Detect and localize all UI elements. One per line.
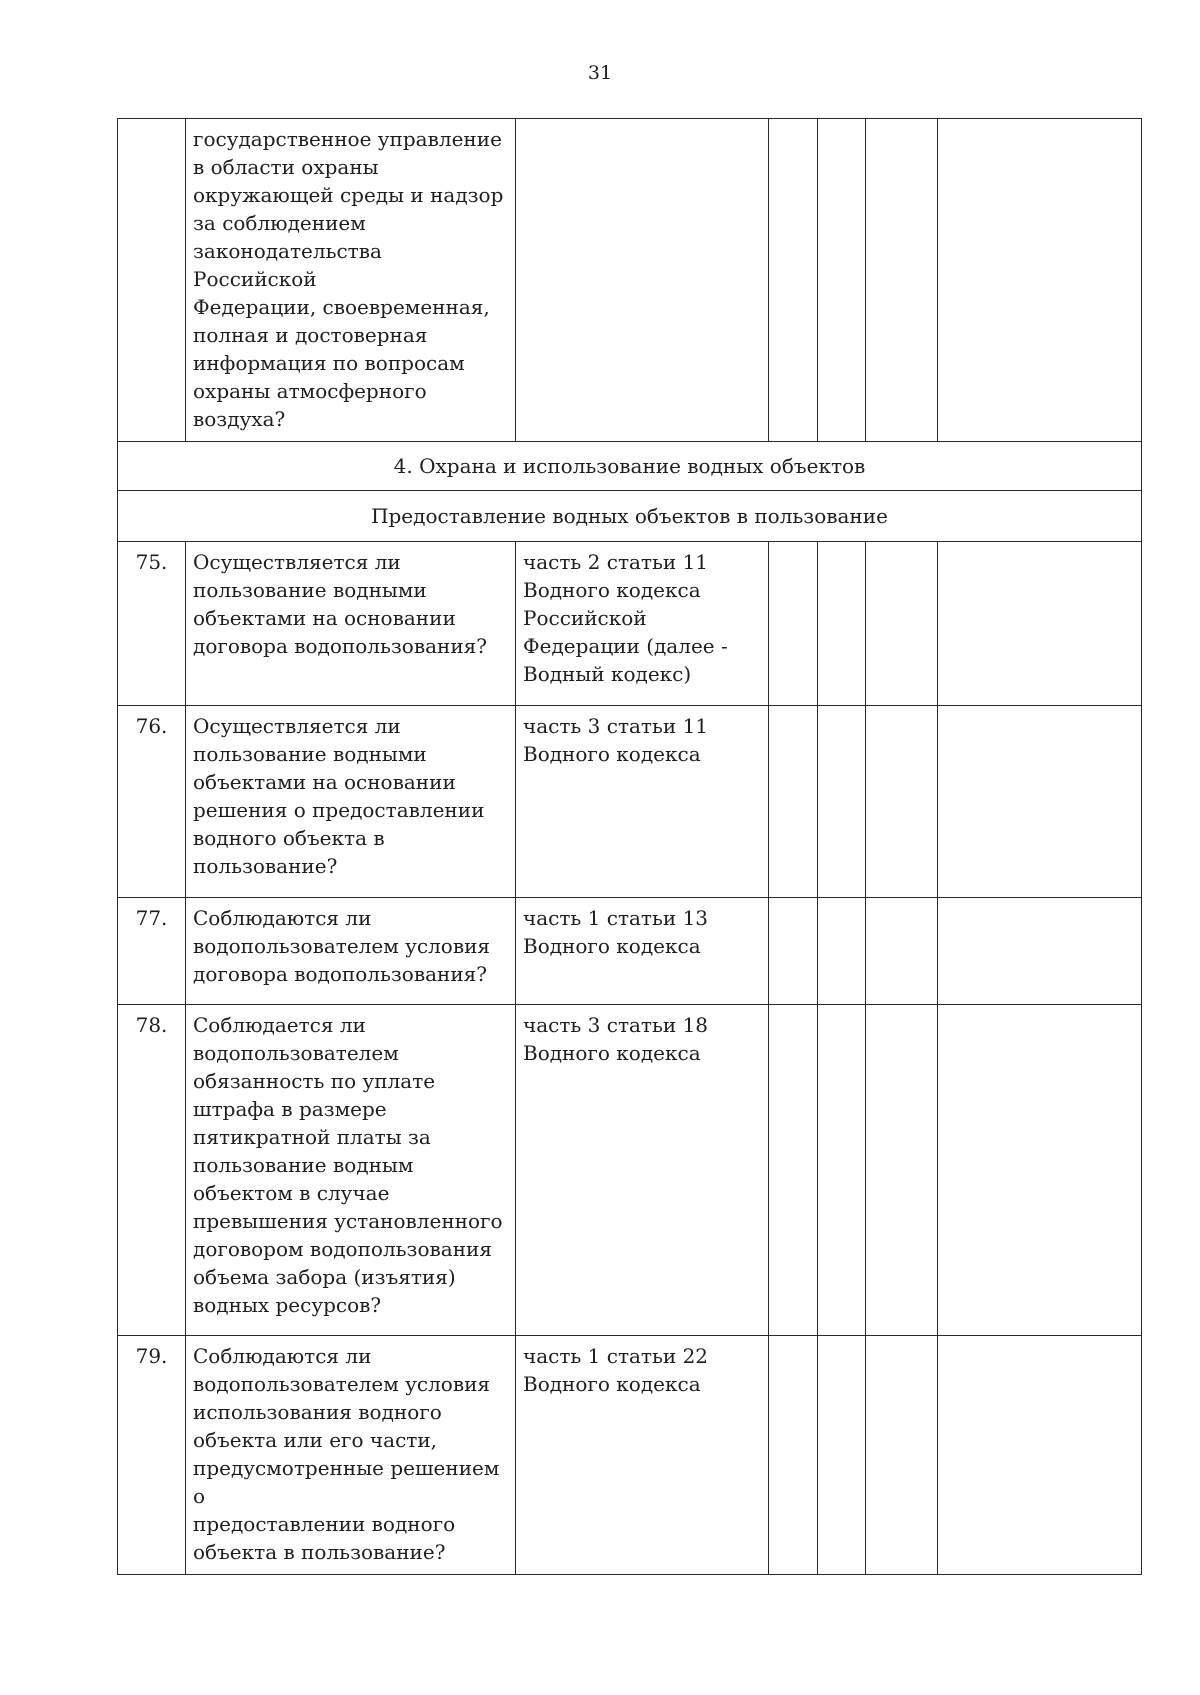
yes-cell <box>769 1005 818 1336</box>
not-applicable-cell <box>866 1336 938 1575</box>
not-applicable-cell <box>866 542 938 706</box>
checklist-table <box>117 118 1142 1575</box>
yes-cell <box>769 542 818 706</box>
reference-cell: часть 3 статьи 11 Водного кодекса <box>516 706 769 898</box>
number-cell <box>118 119 186 442</box>
question-cell: государственное управление в области охраны окружающей среды и надзор за соблюдением законодательства Российской Федерации, своевременная, полная и достоверная информация по вопросам охраны атмосферного воздуха? <box>186 119 516 442</box>
not-applicable-cell <box>866 1005 938 1336</box>
question-cell: Осуществляется ли пользование водными объектами на основании договора водопользования? <box>186 542 516 706</box>
question-cell: Соблюдаются ли водопользователем условия использования водного объекта или его части, предусмотренные решением о предоставлении водного объекта в пользование? <box>186 1336 516 1575</box>
reference-cell: часть 1 статьи 13 Водного кодекса <box>516 898 769 1005</box>
yes-cell <box>769 898 818 1005</box>
table-row <box>118 898 1142 1005</box>
table-row <box>118 542 1142 706</box>
reference-cell <box>516 119 769 442</box>
reference-cell: часть 1 статьи 22 Водного кодекса <box>516 1336 769 1575</box>
row-number: 76. <box>118 706 186 898</box>
not-applicable-cell <box>866 706 938 898</box>
row-number: 79. <box>118 1336 186 1575</box>
table-row <box>118 706 1142 898</box>
not-applicable-cell <box>866 898 938 1005</box>
table-row <box>118 1005 1142 1336</box>
table-row-continued <box>118 119 1142 442</box>
notes-cell <box>938 1005 1142 1336</box>
row-number: 77. <box>118 898 186 1005</box>
notes-cell <box>938 119 1142 442</box>
not-applicable-cell <box>866 119 938 442</box>
subsection-title: Предоставление водных объектов в пользование <box>118 491 1142 542</box>
question-cell: Соблюдаются ли водопользователем условия договора водопользования? <box>186 898 516 1005</box>
no-cell <box>818 542 866 706</box>
section-title: 4. Охрана и использование водных объектов <box>118 442 1142 491</box>
no-cell <box>818 1005 866 1336</box>
yes-cell <box>769 1336 818 1575</box>
no-cell <box>818 898 866 1005</box>
reference-cell: часть 3 статьи 18 Водного кодекса <box>516 1005 769 1336</box>
yes-cell <box>769 119 818 442</box>
page-number: 31 <box>587 62 613 84</box>
question-cell: Соблюдается ли водопользователем обязанность по уплате штрафа в размере пятикратной платы за пользование водным объектом в случае превышения установленного договором водопользования объема забора (изъятия) водных ресурсов? <box>186 1005 516 1336</box>
table-row <box>118 1336 1142 1575</box>
notes-cell <box>938 1336 1142 1575</box>
notes-cell <box>938 706 1142 898</box>
section-header-row <box>118 442 1142 491</box>
no-cell <box>818 119 866 442</box>
row-number: 75. <box>118 542 186 706</box>
yes-cell <box>769 706 818 898</box>
notes-cell <box>938 898 1142 1005</box>
notes-cell <box>938 542 1142 706</box>
no-cell <box>818 706 866 898</box>
row-number: 78. <box>118 1005 186 1336</box>
subsection-header-row <box>118 491 1142 542</box>
reference-cell: часть 2 статьи 11 Водного кодекса Российской Федерации (далее - Водный кодекс) <box>516 542 769 706</box>
question-cell: Осуществляется ли пользование водными объектами на основании решения о предоставлении водного объекта в пользование? <box>186 706 516 898</box>
no-cell <box>818 1336 866 1575</box>
